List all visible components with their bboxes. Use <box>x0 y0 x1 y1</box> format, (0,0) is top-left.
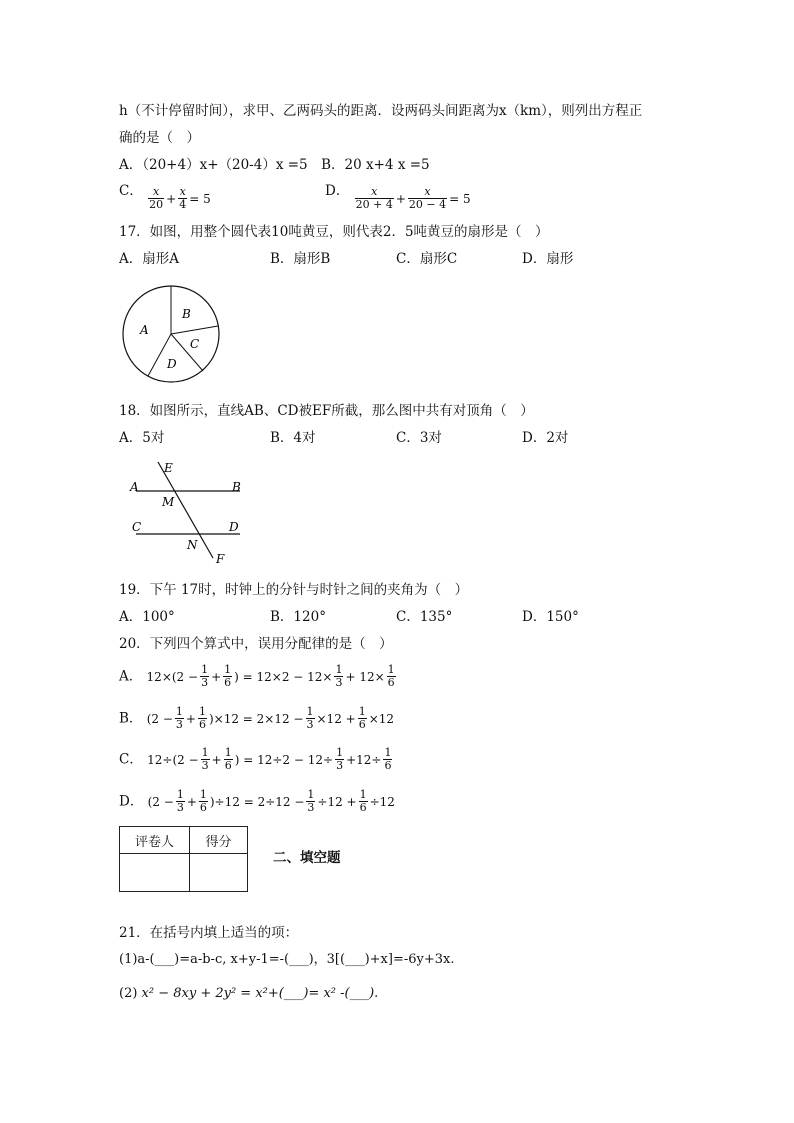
option-label: D． <box>325 183 350 199</box>
pie-chart-figure <box>118 282 224 386</box>
q19-stem: 19．下午 17时，时钟上的分针与时针之间的夹角为（ ） <box>119 582 469 598</box>
fraction: $\frac{1}{6}$ <box>359 788 367 814</box>
q21-line1: (1)a-(___)=a-b-c, x+y-1=-(___)，3[(___)+x]=-6y+3x. <box>119 952 455 967</box>
q17-stem: 17．如图，用整个圆代表10吨黄豆，则代表2．5吨黄豆的扇形是（ ） <box>119 224 549 240</box>
fraction: $\frac{1}{3}$ <box>176 788 184 814</box>
fraction: $\frac{1}{3}$ <box>307 788 315 814</box>
q17-option-c: C．扇形C <box>396 251 458 267</box>
q16-option-d <box>325 182 471 211</box>
point-label-e: E <box>164 461 173 475</box>
equation: $\frac{x}{20}$ + $\frac{x}{4}$ = 5 <box>149 185 211 211</box>
q21-line2-expression: x² − 8xy + 2y² = x²+(___)= x² -(___). <box>141 986 379 1001</box>
q21-line2 <box>119 985 378 1003</box>
score-header: 得分 <box>190 827 248 854</box>
q20-stem: 20．下列四个算式中，误用分配律的是（ ） <box>119 636 393 652</box>
fraction: $\frac{1}{3}$ <box>335 663 343 689</box>
q18-stem: 18．如图所示，直线AB、CD被EF所截，那么图中共有对顶角（ ） <box>119 403 534 419</box>
q20-option-a <box>119 664 397 689</box>
point-label-f: F <box>216 552 225 566</box>
expression: (2 − $\frac{1}{3}$ + $\frac{1}{6}$ )×12 = 2×12 − $\frac{1}{3}$ ×12 + $\frac{1}{6}$ ×12 <box>146 705 395 731</box>
fraction: $\frac{1}{6}$ <box>224 746 232 772</box>
q20-option-b <box>119 706 394 731</box>
sector-label-c: C <box>190 337 200 351</box>
fraction: $\frac{1}{6}$ <box>384 746 392 772</box>
q18-option-c: C．3对 <box>396 430 442 446</box>
q21-line2-prefix: (2) <box>119 986 142 1001</box>
fraction: $\frac{1}{3}$ <box>175 705 183 731</box>
q16-option-c <box>119 182 211 211</box>
expression: (2 − $\frac{1}{3}$ + $\frac{1}{6}$ )÷12 = 2÷12 − $\frac{1}{3}$ ÷12 + $\frac{1}{6}$ ÷12 <box>147 788 395 814</box>
point-label-m: M <box>162 495 175 509</box>
section-title: 二、填空题 <box>273 850 341 866</box>
expression: 12×(2 − $\frac{1}{3}$ + $\frac{1}{6}$ ) = 12×2 − 12× $\frac{1}{3}$ + 12× $\frac{1}{6}$ <box>146 663 395 689</box>
q20-option-d <box>119 789 395 814</box>
fraction: $\frac{1}{6}$ <box>199 788 207 814</box>
q21-stem: 21．在括号内填上适当的项： <box>119 925 299 941</box>
point-label-b: B <box>232 480 241 494</box>
q18-option-d: D．2对 <box>522 430 569 446</box>
option-label: C． <box>119 183 143 199</box>
q19-option-d: D．150° <box>522 609 579 625</box>
point-label-d: D <box>229 520 239 534</box>
score-table <box>119 826 248 892</box>
q17-option-d: D．扇形 <box>522 251 574 267</box>
fraction: $\frac{1}{3}$ <box>201 746 209 772</box>
point-label-n: N <box>187 538 198 552</box>
q17-option-a: A．扇形A <box>119 251 179 267</box>
sector-label-a: A <box>140 323 149 337</box>
q16-stem-line2: 确的是（ ） <box>119 130 200 146</box>
q16-stem-line1: h（不计停留时间），求甲、乙两码头的距离．设两码头间距离为x（km），则列出方程正 <box>119 103 643 119</box>
q20-option-c <box>119 747 393 772</box>
q19-option-b: B．120° <box>270 609 326 625</box>
option-label: B． <box>119 710 143 727</box>
fraction: $\frac{1}{3}$ <box>336 746 344 772</box>
fraction: $\frac{1}{6}$ <box>387 663 395 689</box>
fraction: $\frac{1}{6}$ <box>358 705 366 731</box>
fraction: $\frac{1}{3}$ <box>306 705 314 731</box>
score-cell <box>190 854 248 892</box>
fraction: $\frac{x}{20 - 4}$ <box>408 185 447 211</box>
q17-option-b: B．扇形B <box>270 251 331 267</box>
sector-label-d: D <box>167 357 177 371</box>
q18-option-a: A．5对 <box>119 430 165 446</box>
q19-option-c: C．135° <box>396 609 453 625</box>
q19-option-a: A．100° <box>119 609 175 625</box>
fraction: $\frac{x}{20}$ <box>149 185 164 211</box>
fraction: $\frac{1}{6}$ <box>224 663 232 689</box>
q18-option-b: B．4对 <box>270 430 316 446</box>
line-ef <box>158 462 213 558</box>
equation: $\frac{x}{20 + 4}$ + $\frac{x}{20 - 4}$ = 5 <box>355 185 471 211</box>
sector-label-b: B <box>182 307 191 321</box>
grader-cell <box>120 854 190 892</box>
fraction: $\frac{x}{4}$ <box>179 185 187 211</box>
expression: 12÷(2 − $\frac{1}{3}$ + $\frac{1}{6}$ ) = 12÷2 − 12÷ $\frac{1}{3}$ +12÷ $\frac{1}{6}$ <box>147 746 392 772</box>
option-label: A． <box>119 668 143 685</box>
point-label-a: A <box>130 480 139 494</box>
option-label: D． <box>119 793 144 810</box>
q16-option-ab: A．（20+4）x+（20-4）x =5 B．20 x+4 x =5 <box>119 157 430 173</box>
radius-line <box>171 326 218 334</box>
fraction: $\frac{1}{3}$ <box>201 663 209 689</box>
point-label-c: C <box>132 520 142 534</box>
parallel-lines-figure <box>126 458 252 566</box>
option-label: C． <box>119 751 143 768</box>
grader-header: 评卷人 <box>120 827 190 854</box>
fraction: $\frac{1}{6}$ <box>198 705 206 731</box>
fraction: $\frac{x}{20 + 4}$ <box>355 185 393 211</box>
